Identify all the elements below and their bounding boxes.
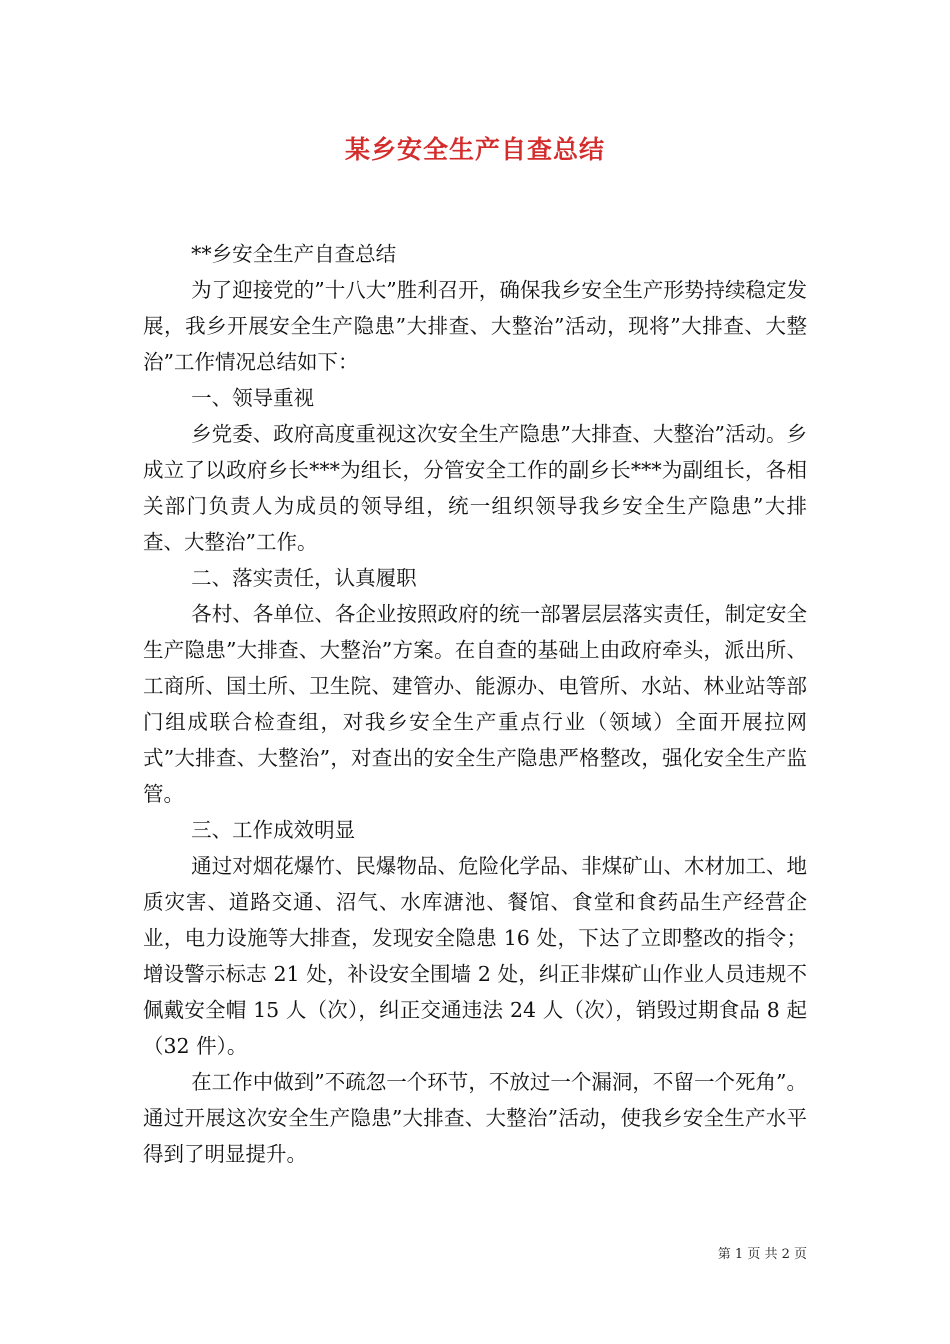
- section-heading-2: 二、落实责任，认真履职: [191, 566, 417, 590]
- closing-paragraph: 在工作中做到”不疏忽一个环节，不放过一个漏洞，不留一个死角”。通过开展这次安全生产隐患”大排查、大整治”活动，使我乡安全生产水平得到了明显提升。: [143, 1070, 807, 1166]
- section-heading-1: 一、领导重视: [191, 386, 315, 410]
- subtitle-paragraph: **乡安全生产自查总结: [191, 242, 397, 266]
- intro-paragraph: 为了迎接党的”十八大”胜利召开，确保我乡安全生产形势持续稳定发展，我乡开展安全生产隐患”大排查、大整治”活动，现将”大排查、大整治”工作情况总结如下：: [143, 278, 807, 374]
- section-paragraph-2: 各村、各单位、各企业按照政府的统一部署层层落实责任，制定安全生产隐患”大排查、大整治”方案。在自查的基础上由政府牵头，派出所、工商所、国土所、卫生院、建管办、能源办、电管所、水站、林业站等部门组成联合检查组，对我乡安全生产重点行业（领域）全面开展拉网式”大排查、大整治”，对查出的安全生产隐患严格整改，强化安全生产监管。: [143, 602, 807, 806]
- section-heading-3: 三、工作成效明显: [191, 818, 356, 842]
- page-number: 第 1 页 共 2 页: [717, 1247, 807, 1262]
- document-title: 某乡安全生产自查总结: [344, 135, 605, 164]
- section-paragraph-3: 通过对烟花爆竹、民爆物品、危险化学品、非煤矿山、木材加工、地质灾害、道路交通、沼气、水库溏池、餐馆、食堂和食药品生产经营企业，电力设施等大排查，发现安全隐患 16 处，下达了立即整改的指令；增设警示标志 21 处，补设安全围墙 2 处，纠正非煤矿山作业人员违规不佩戴安全帽 15 人（次），纠正交通违法 24 人（次），销毁过期食品 8 起（32 件）。: [143, 854, 807, 1058]
- section-paragraph-1: 乡党委、政府高度重视这次安全生产隐患”大排查、大整治”活动。乡成立了以政府乡长***为组长，分管安全工作的副乡长***为副组长，各相关部门负责人为成员的领导组，统一组织领导我乡安全生产隐患”大排查、大整治”工作。: [143, 422, 807, 554]
- document-body: [143, 236, 807, 1172]
